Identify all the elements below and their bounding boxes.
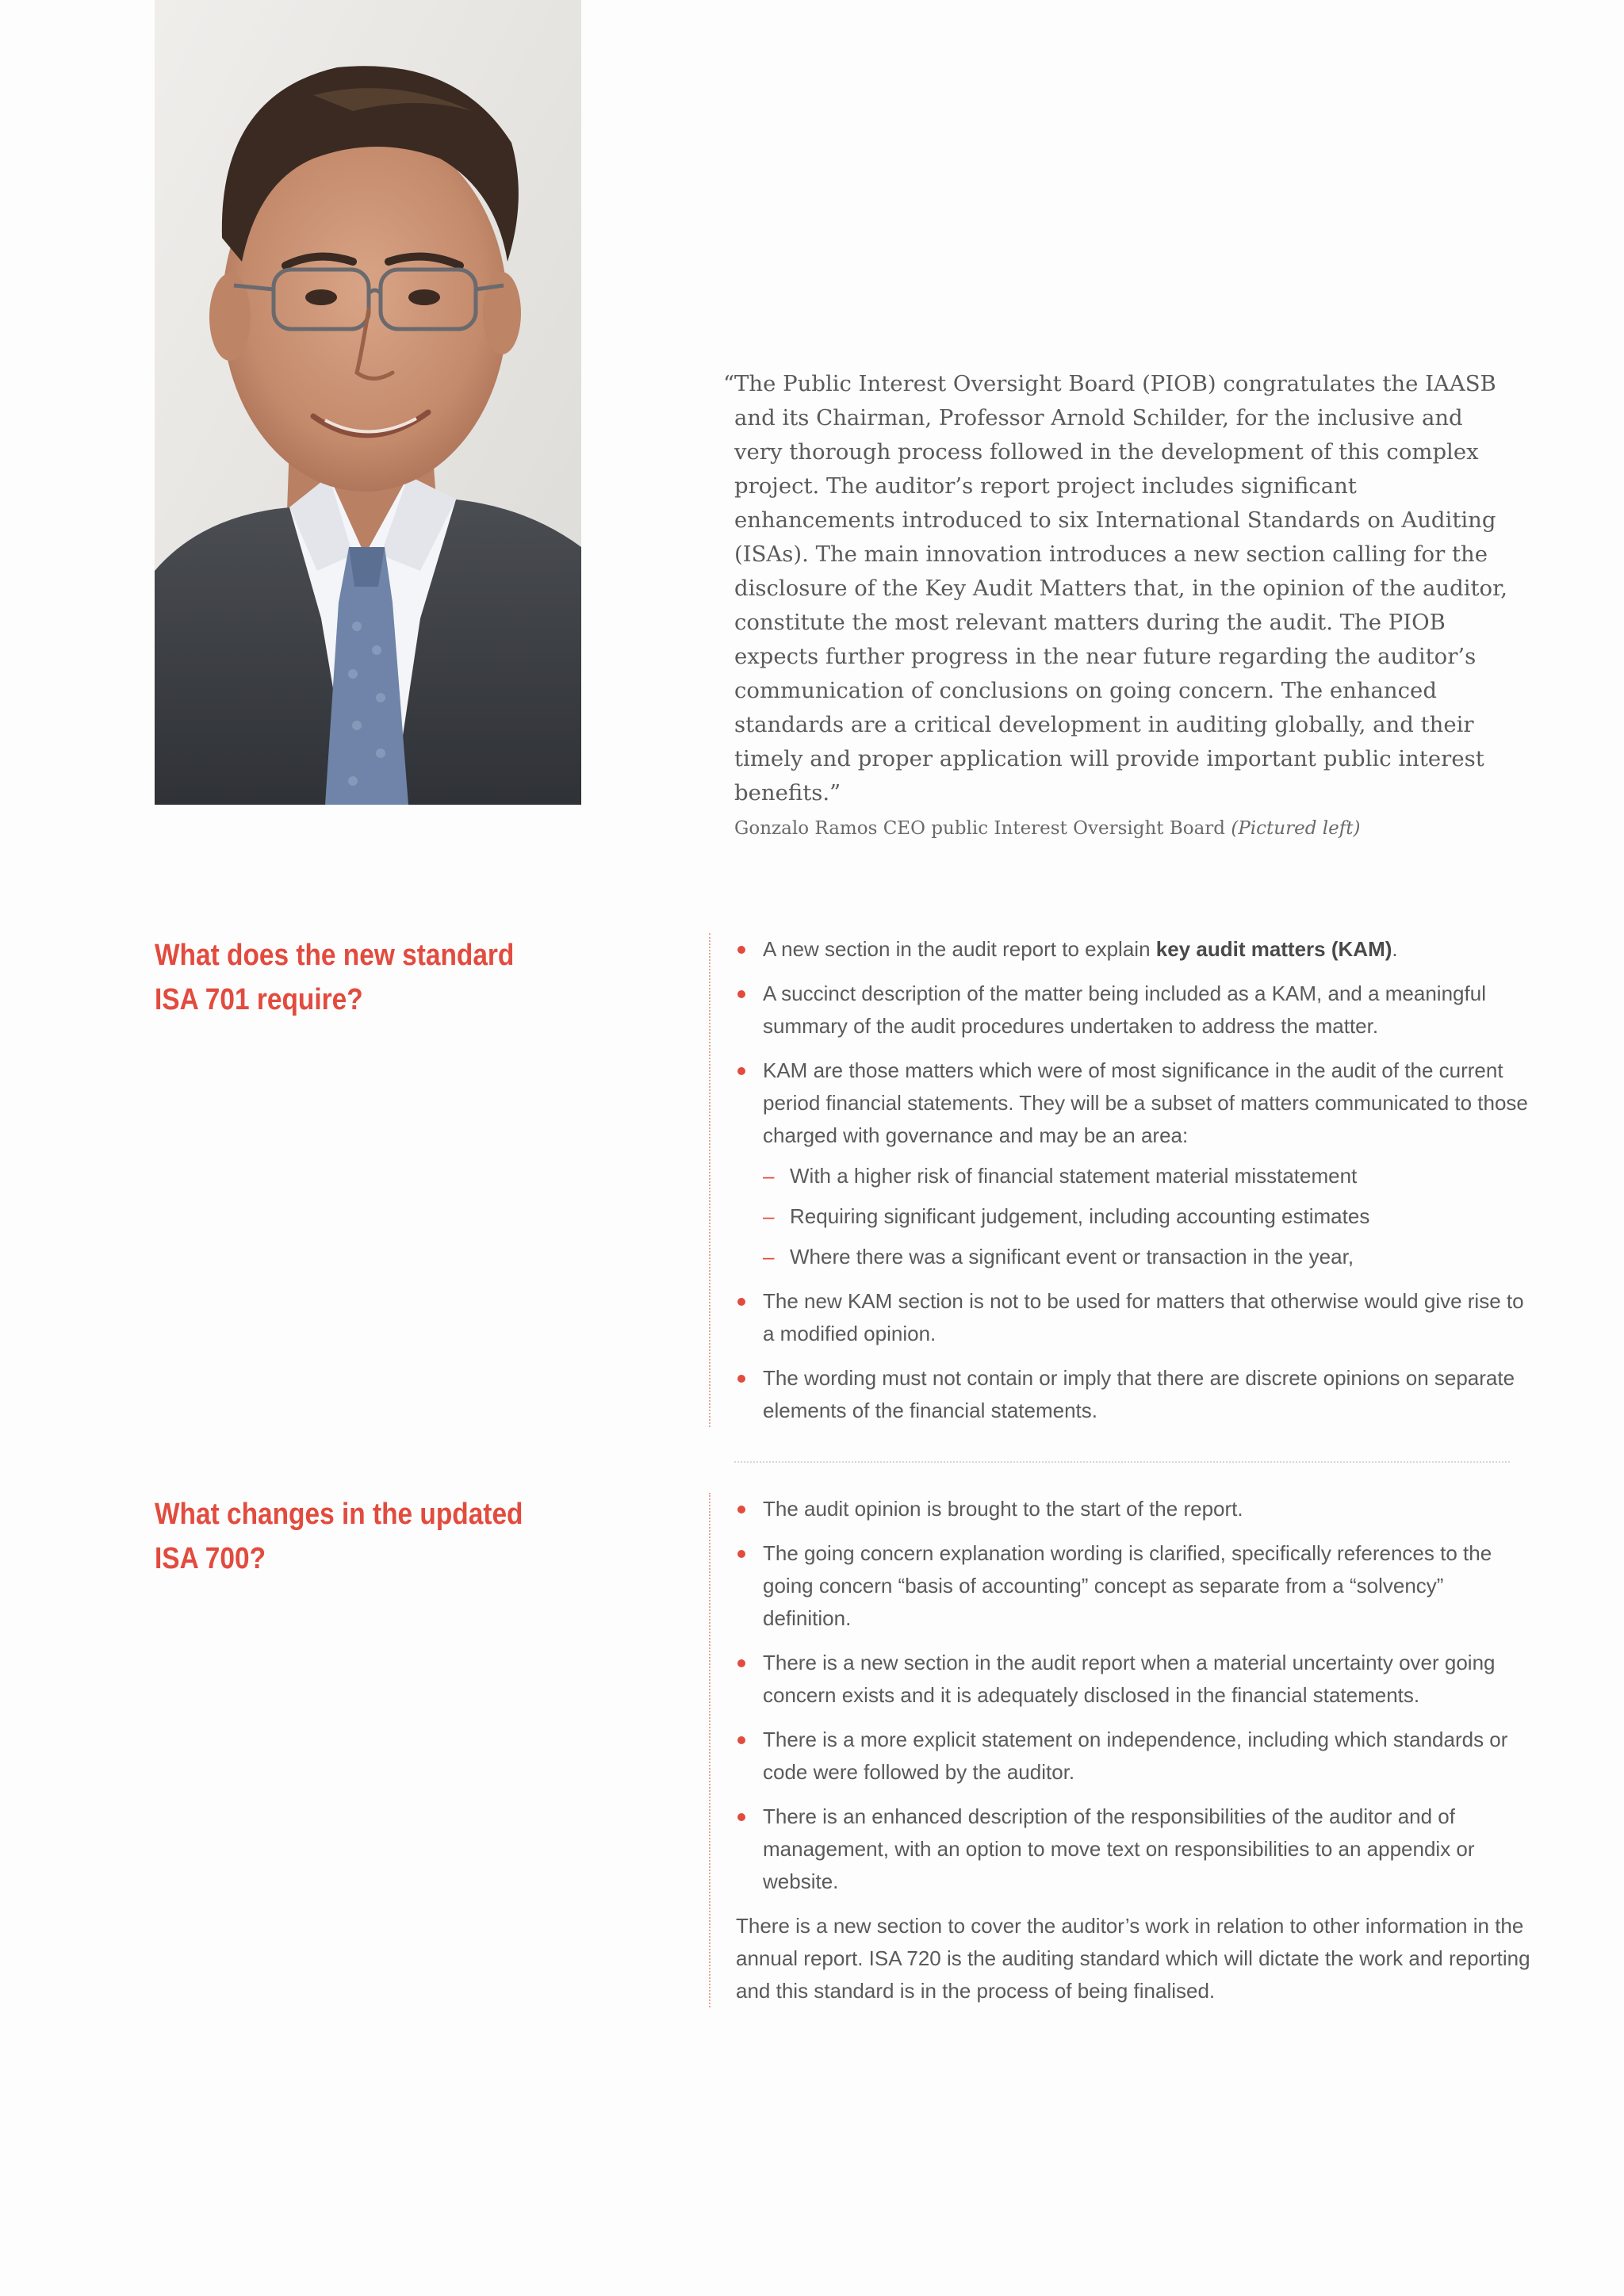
isa701-requirements xyxy=(709,933,1537,1427)
section-divider xyxy=(734,1461,1510,1463)
kam-term: key audit matters (KAM) xyxy=(1155,937,1392,961)
list-item: There is an enhanced description of the responsibilities of the auditor and of management, with an option to move text on responsibilities to an appendix or website. xyxy=(736,1800,1537,1898)
list-item: The audit opinion is brought to the start of the report. xyxy=(736,1493,1537,1525)
attribution-name: Gonzalo Ramos CEO public Interest Oversight Board xyxy=(734,818,1226,839)
isa700-list xyxy=(736,1493,1537,1898)
attribution-note: (Pictured left) xyxy=(1231,818,1361,839)
sub-list-item: – With a higher risk of financial statement material misstatement xyxy=(763,1160,1537,1192)
list-item: The new KAM section is not to be used for matters that otherwise would give rise to a modified opinion. xyxy=(736,1285,1537,1350)
list-item xyxy=(736,1054,1537,1273)
item-text: . xyxy=(1392,937,1398,961)
isa720-note: There is a new section to cover the auditor’s work in relation to other information in the annual report. ISA 720 is the auditing standard which will dictate the work and reporting and this standard is in the process of being finalised. xyxy=(736,1914,1530,2003)
isa701-heading xyxy=(155,933,546,1022)
isa701-heading-line2: ISA 701 require? xyxy=(155,983,363,1016)
quote-attribution xyxy=(734,818,1516,839)
list-item: The going concern explanation wording is clarified, specifically references to the going concern “basis of accounting” concept as separate from a “solvency” definition. xyxy=(736,1537,1537,1635)
isa700-heading xyxy=(155,1492,546,1581)
quote-text: “The Public Interest Oversight Board (PIOB) congratulates the IAASB and its Chairman, Professor Arnold Schilder, for the inclusive and very thorough process followed in the development of this complex project. The auditor’s report project includes significant enhancements introduced to six International Standards on Auditing (ISAs). The main innovation introduces a new section calling for the disclosure of the Key Audit Matters that, in the opinion of the auditor, constitute the most relevant matters during the audit. The PIOB expects further progress in the near future regarding the auditor’s communication of conclusions on going concern. The enhanced standards are a critical development in auditing globally, and their timely and proper application will provide important public interest benefits.” xyxy=(723,371,1507,806)
item-text: KAM are those matters which were of most significance in the audit of the current period financial statements. They will be a subset of matters communicated to those charged with governance and may be an area: xyxy=(763,1058,1528,1147)
portrait-illustration xyxy=(155,0,581,805)
isa700-heading-line1: What changes in the updated xyxy=(155,1498,523,1531)
testimonial-quote xyxy=(723,367,1516,839)
list-item: The wording must not contain or imply that there are discrete opinions on separate elements of the financial statements. xyxy=(736,1362,1537,1427)
portrait-photo xyxy=(155,0,581,805)
item-text: A new section in the audit report to explain xyxy=(763,937,1156,961)
sub-list xyxy=(763,1160,1537,1273)
isa701-heading-line1: What does the new standard xyxy=(155,939,515,972)
isa700-changes xyxy=(709,1493,1537,2007)
isa700-heading-line2: ISA 700? xyxy=(155,1542,266,1575)
list-item: There is a more explicit statement on independence, including which standards or code were followed by the auditor. xyxy=(736,1724,1537,1789)
isa701-list xyxy=(736,933,1537,1427)
list-item: There is a new section in the audit report when a material uncertainty over going concern exists and it is adequately disclosed in the financial statements. xyxy=(736,1647,1537,1712)
list-item: A succinct description of the matter being included as a KAM, and a meaningful summary of the audit procedures undertaken to address the matter. xyxy=(736,978,1537,1043)
list-item xyxy=(736,933,1537,966)
sub-list-item: – Where there was a significant event or transaction in the year, xyxy=(763,1241,1537,1273)
sub-list-item: – Requiring significant judgement, including accounting estimates xyxy=(763,1200,1537,1233)
